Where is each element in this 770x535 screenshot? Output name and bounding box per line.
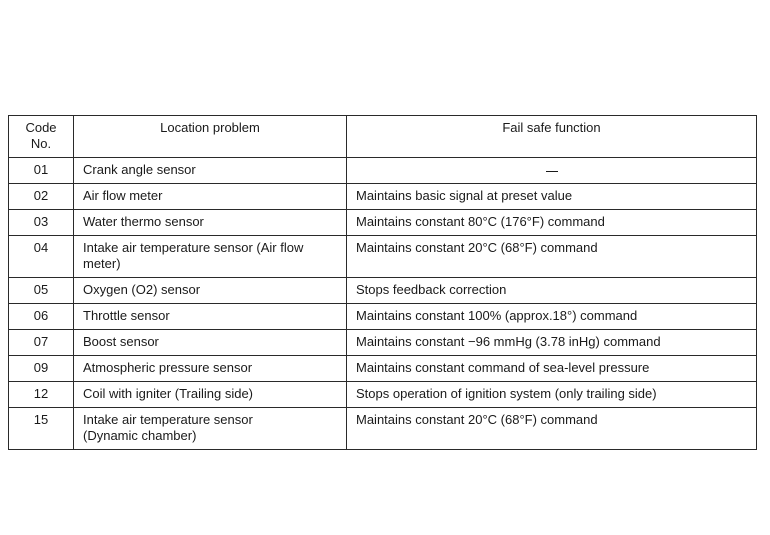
code-cell: 03 — [9, 210, 74, 236]
table-row — [9, 408, 757, 450]
fail-safe-cell — [347, 158, 757, 184]
table-row — [9, 356, 757, 382]
header-fail-safe-function: Fail safe function — [347, 116, 757, 158]
code-cell: 01 — [9, 158, 74, 184]
table-row — [9, 304, 757, 330]
fail-safe-cell: Maintains constant 100% (approx.18°) command — [347, 304, 757, 330]
code-cell: 04 — [9, 236, 74, 278]
fail-safe-cell: Maintains constant 20°C (68°F) command — [347, 236, 757, 278]
fail-safe-cell: Maintains constant command of sea-level pressure — [347, 356, 757, 382]
table-row — [9, 278, 757, 304]
table-row — [9, 184, 757, 210]
location-cell: Oxygen (O2) sensor — [74, 278, 347, 304]
fail-safe-cell: Stops feedback correction — [347, 278, 757, 304]
fail-safe-cell: Stops operation of ignition system (only trailing side) — [347, 382, 757, 408]
table-row — [9, 382, 757, 408]
location-cell: Boost sensor — [74, 330, 347, 356]
code-cell: 06 — [9, 304, 74, 330]
header-location-problem: Location problem — [74, 116, 347, 158]
fail-safe-cell: Maintains constant −96 mmHg (3.78 inHg) command — [347, 330, 757, 356]
code-cell: 15 — [9, 408, 74, 450]
location-cell: Water thermo sensor — [74, 210, 347, 236]
location-cell: Atmospheric pressure sensor — [74, 356, 347, 382]
code-cell: 07 — [9, 330, 74, 356]
code-cell: 05 — [9, 278, 74, 304]
table-row — [9, 210, 757, 236]
location-cell: Crank angle sensor — [74, 158, 347, 184]
header-code-no: Code No. — [9, 116, 74, 158]
code-cell: 12 — [9, 382, 74, 408]
location-cell: Coil with igniter (Trailing side) — [74, 382, 347, 408]
location-cell: Intake air temperature sensor (Dynamic chamber) — [74, 408, 347, 450]
location-cell: Intake air temperature sensor (Air flow meter) — [74, 236, 347, 278]
fail-safe-cell: Maintains basic signal at preset value — [347, 184, 757, 210]
fail-safe-cell: Maintains constant 20°C (68°F) command — [347, 408, 757, 450]
dash-mark — [546, 171, 558, 172]
location-cell: Throttle sensor — [74, 304, 347, 330]
fail-safe-cell: Maintains constant 80°C (176°F) command — [347, 210, 757, 236]
fail-safe-code-table — [8, 115, 757, 450]
table-header-row — [9, 116, 757, 158]
code-cell: 02 — [9, 184, 74, 210]
table-row — [9, 158, 757, 184]
table-row — [9, 330, 757, 356]
table-row — [9, 236, 757, 278]
location-cell: Air flow meter — [74, 184, 347, 210]
code-cell: 09 — [9, 356, 74, 382]
